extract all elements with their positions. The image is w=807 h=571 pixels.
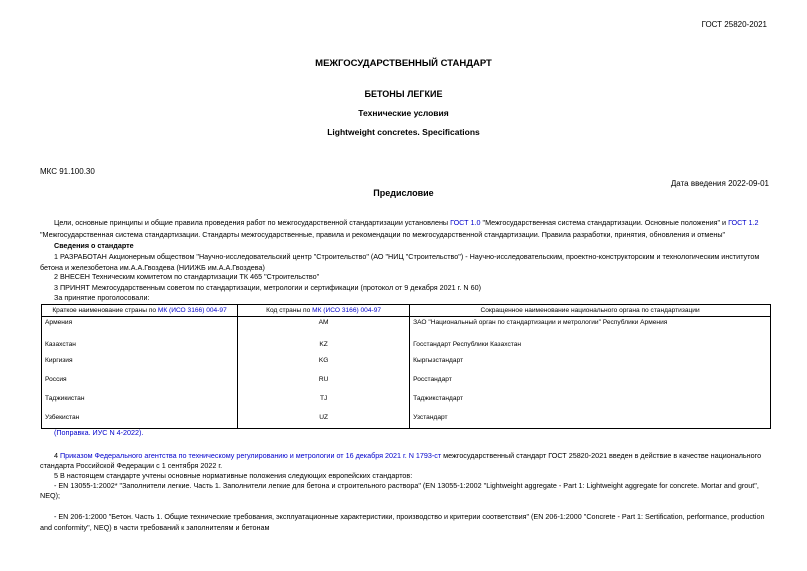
standard-info-heading: Сведения о стандарте — [54, 241, 134, 250]
header-code-text: Код страны по — [266, 307, 313, 314]
code-cell: KG — [238, 355, 410, 374]
amendment-note — [54, 428, 143, 437]
code-cell: TJ — [238, 393, 410, 412]
order-link[interactable]: Приказом Федерального агентства по техническому регулированию и метрологии от 16 декабря 2021 г. N 1793-ст — [60, 451, 442, 460]
preface-paragraph-1-line-2: "Межгосударственная система стандартизации. Стандарты межгосударственные, правила и рекомендации по межгосударственной стандартизации. Правила разработки, принятия, обновления и отмены" — [40, 230, 726, 239]
mks-code: МКС 91.100.30 — [40, 167, 95, 176]
standard-type: МЕЖГОСУДАРСТВЕННЫЙ СТАНДАРТ — [315, 58, 492, 69]
item-5-line-4: - EN 206-1:2000 "Бетон. Часть 1. Общие технические требования, эксплуатационные характеристики, производство и критерии соответствия" (EN 206-1:2000 "Concrete - Part 1: Sertification, performance, production — [54, 512, 765, 521]
table-row — [42, 355, 771, 374]
table-header-row — [42, 305, 771, 317]
code-cell: AM — [238, 317, 410, 340]
item-5-line-2: - EN 13055-1:2002* "Заполнители легкие. Часть 1. Заполнители легкие для бетона и строительного раствора" (EN 13055-1:2002 "Lightweight aggregate - Part 1: Lightweight aggregate for concrete. Mortar and grout", — [54, 481, 759, 490]
preface-text-b: "Межгосударственная система стандартизации. Основные положения" и — [480, 218, 729, 227]
body-cell: Росстандарт — [410, 374, 771, 393]
header-body: Сокращенное наименование национального органа по стандартизации — [410, 305, 771, 317]
table-row — [42, 317, 771, 340]
preface-text-a: Цели, основные принципы и общие правила проведения работ по межгосударственной стандартизации установлены — [54, 218, 451, 227]
item-5-line-3: NEQ); — [40, 491, 60, 500]
mk-iso-link-1[interactable]: МК (ИСО 3166) 004-97 — [157, 307, 227, 314]
item-1-line-2: бетона и железобетона им.А.А.Гвоздева (НИИЖБ им.А.А.Гвоздева) — [40, 263, 265, 272]
amendment-link[interactable]: (Поправка. ИУС N 4-2022). — [54, 428, 144, 437]
item-1-line-1: 1 РАЗРАБОТАН Акционерным обществом "Научно-исследовательский центр "Строительство" (АО "НИЦ "Строительство") - Научно-исследовательским, проектно-конструкторским и технологическим институтом — [54, 252, 760, 261]
item-4-line-2: стандарта Российской Федерации с 1 сентября 2022 г. — [40, 461, 223, 470]
body-cell: Узстандарт — [410, 412, 771, 429]
table-row — [42, 374, 771, 393]
item-4-line-1 — [54, 451, 761, 460]
header-country-text: Краткое наименование страны по — [52, 307, 158, 314]
gost-1-2-link[interactable]: ГОСТ 1.2 — [728, 218, 759, 227]
document-title: БЕТОНЫ ЛЕГКИЕ — [364, 89, 443, 99]
body-cell: Таджикстандарт — [410, 393, 771, 412]
body-cell: ЗАО "Национальный орган по стандартизации и метрологии" Республики Армения — [410, 317, 771, 340]
document-title-en: Lightweight concretes. Specifications — [327, 127, 480, 137]
standard-code: ГОСТ 25820-2021 — [701, 20, 767, 29]
country-cell: Казахстан — [42, 339, 238, 355]
effective-date: Дата введения 2022-09-01 — [670, 179, 769, 188]
header-code — [238, 305, 410, 317]
code-cell: RU — [238, 374, 410, 393]
item-2: 2 ВНЕСЕН Техническим комитетом по стандартизации ТК 465 "Строительство" — [54, 272, 320, 281]
country-cell: Киргизия — [42, 355, 238, 374]
body-cell: Госстандарт Республики Казахстан — [410, 339, 771, 355]
code-cell: UZ — [238, 412, 410, 429]
table-row — [42, 412, 771, 429]
country-cell: Таджикистан — [42, 393, 238, 412]
item-5-line-5: and conformity", NEQ) в части требований к заполнителям и бетонам — [40, 523, 270, 532]
preface-paragraph-1 — [54, 218, 758, 227]
member-states-table — [41, 304, 771, 429]
item-5-line-1: 5 В настоящем стандарте учтены основные нормативные положения следующих европейских стандартов: — [54, 471, 413, 480]
country-cell: Узбекистан — [42, 412, 238, 429]
item-4-text: межгосударственный стандарт ГОСТ 25820-2021 введен в действие в качестве национального — [441, 451, 762, 460]
preface-heading: Предисловие — [373, 188, 434, 198]
gost-1-0-link[interactable]: ГОСТ 1.0 — [450, 218, 481, 227]
code-cell: KZ — [238, 339, 410, 355]
item-4-number: 4 — [54, 451, 60, 460]
country-cell: Армения — [42, 317, 238, 340]
item-3: 3 ПРИНЯТ Межгосударственным советом по стандартизации, метрологии и сертификации (протокол от 9 декабря 2021 г. N 60) — [54, 283, 481, 292]
table-row — [42, 393, 771, 412]
header-country — [42, 305, 238, 317]
vote-label: За принятие проголосовали: — [54, 293, 150, 302]
table-row — [42, 339, 771, 355]
mk-iso-link-2[interactable]: МК (ИСО 3166) 004-97 — [312, 307, 382, 314]
country-cell: Россия — [42, 374, 238, 393]
body-cell: Кыргызстандарт — [410, 355, 771, 374]
document-subtitle: Технические условия — [358, 108, 449, 118]
